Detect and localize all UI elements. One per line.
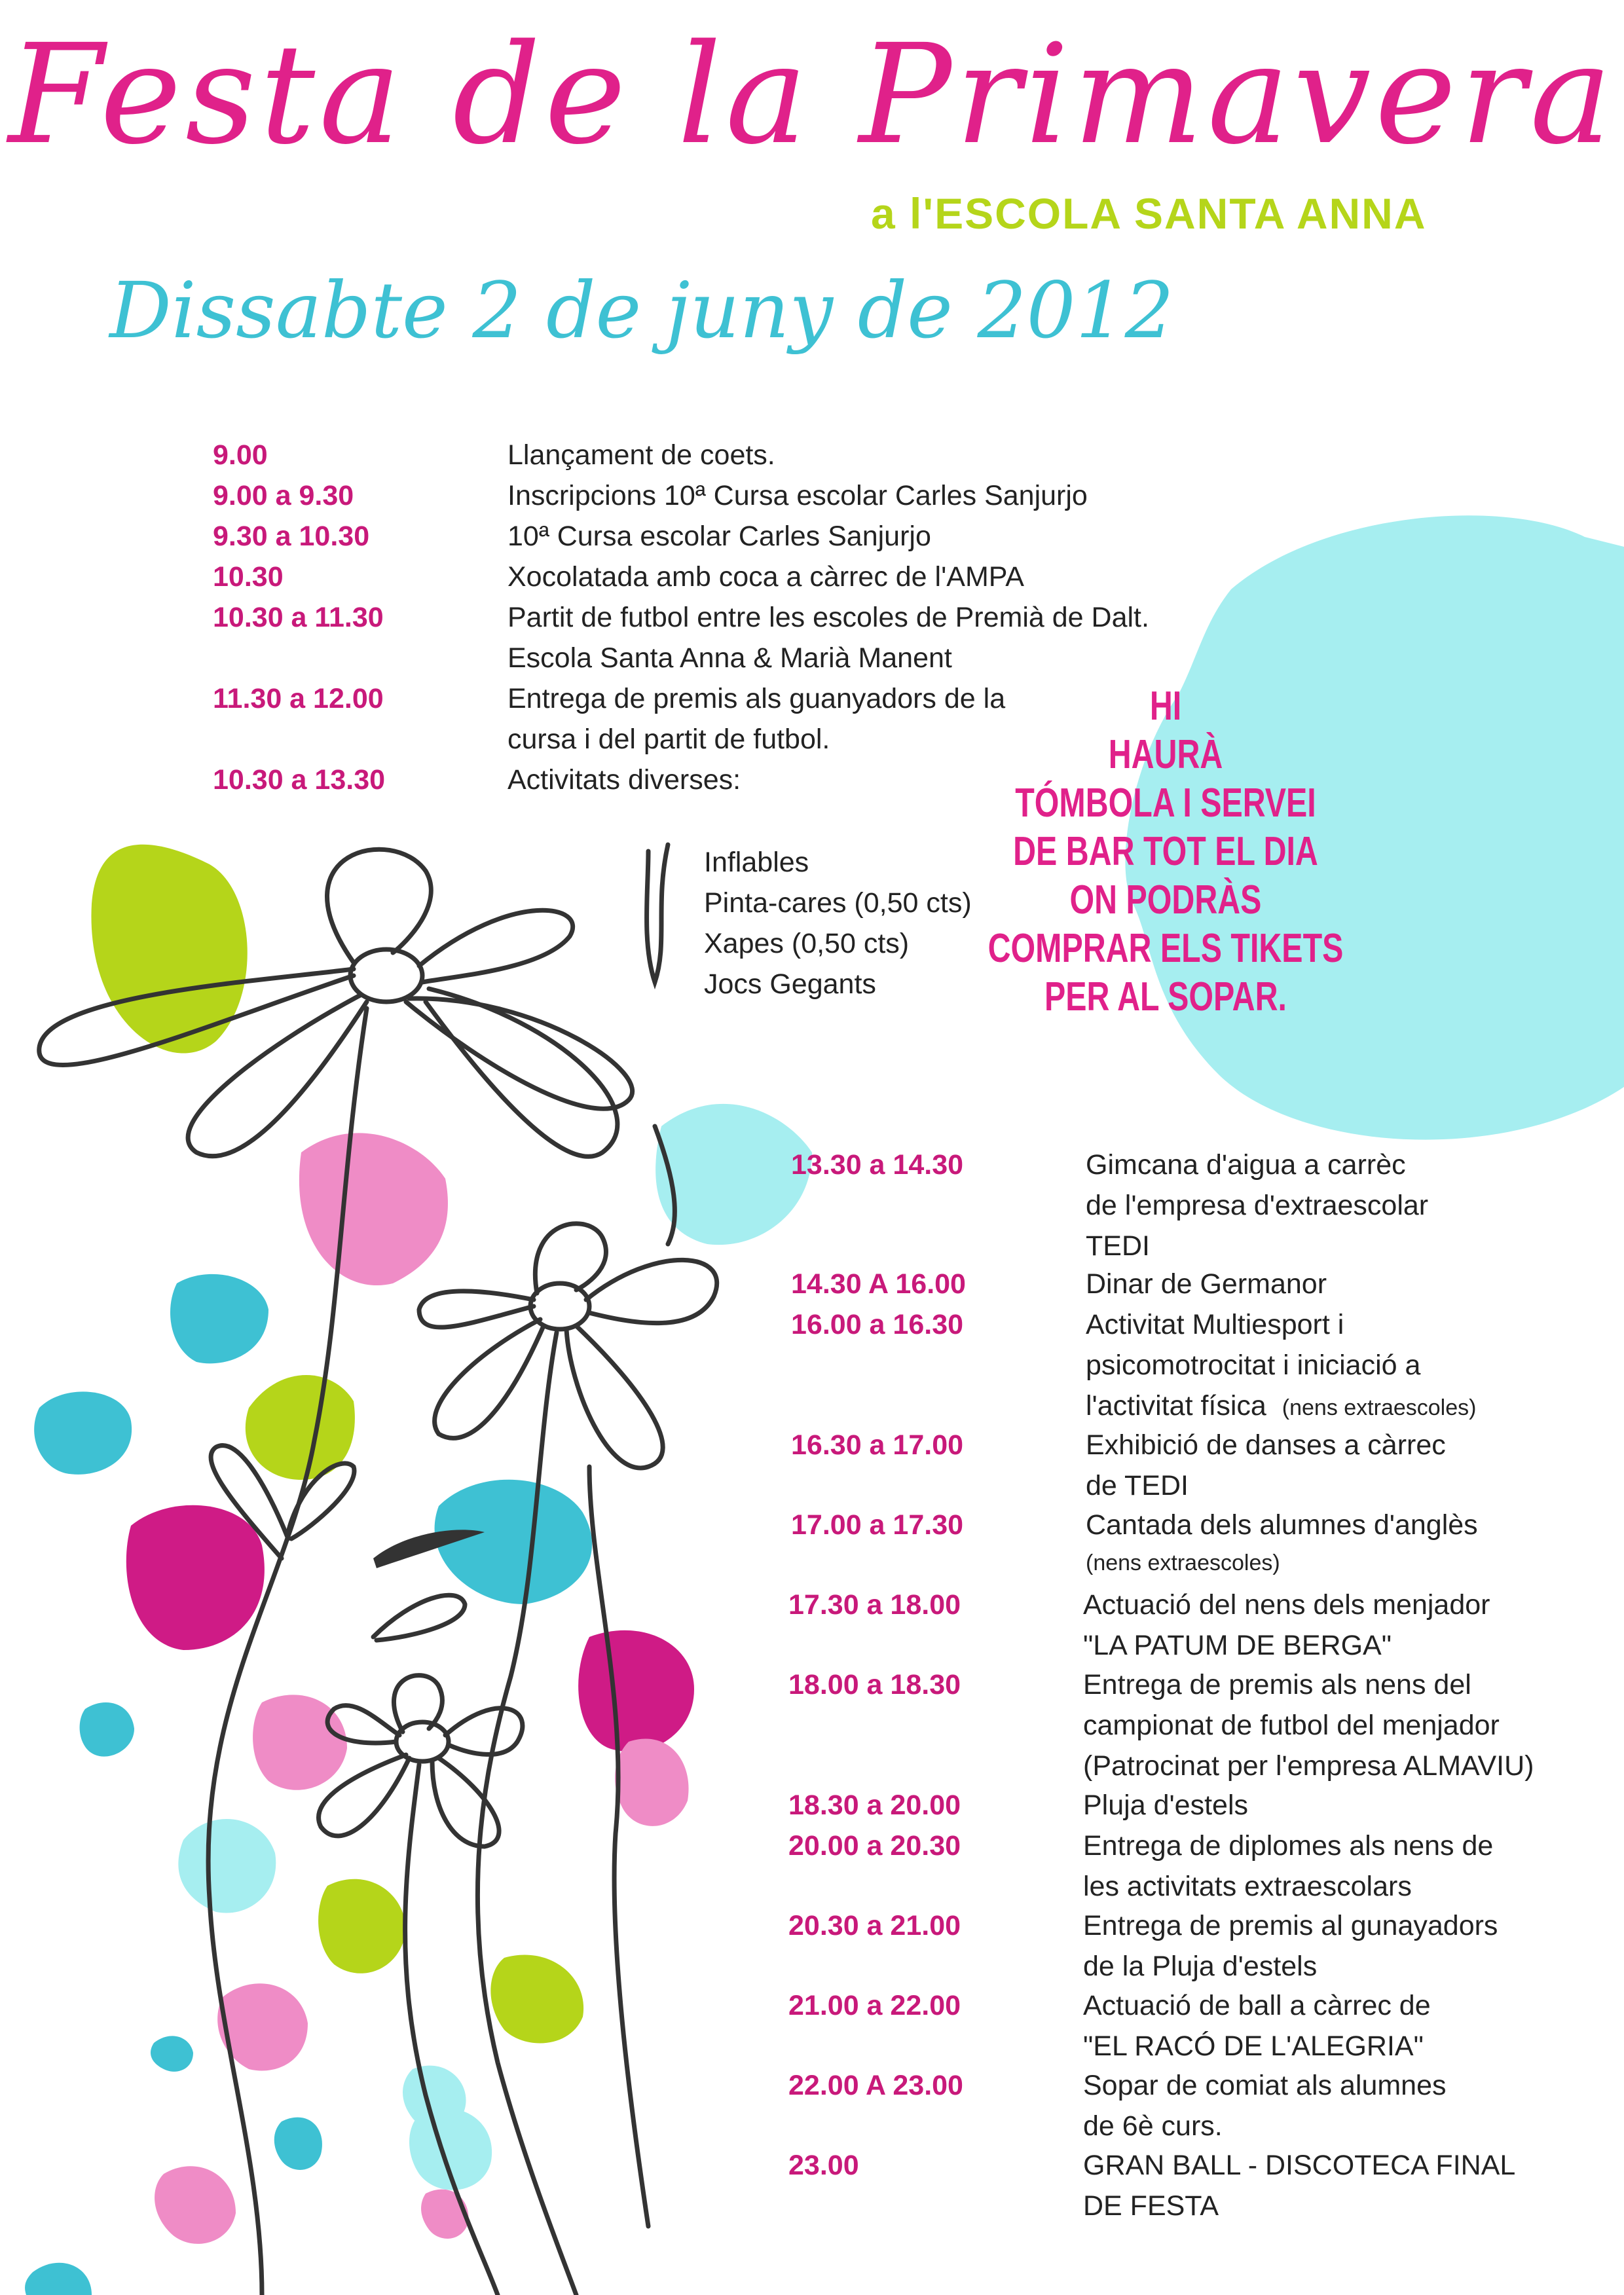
schedule-desc: Inscripcions 10ª Cursa escolar Carles Sanjurjo	[507, 480, 1088, 511]
schedule-time: 10.30 a 11.30	[213, 602, 384, 633]
schedule-desc: "LA PATUM DE BERGA"	[1083, 1630, 1392, 1661]
activity-item: Pinta-cares (0,50 cts)	[704, 887, 972, 919]
schedule-desc: Gimcana d'aigua a carrèc	[1086, 1149, 1406, 1181]
schedule-desc: psicomotrocitat i iniciació a	[1086, 1349, 1421, 1381]
schedule-desc	[1086, 1386, 1476, 1428]
bubble-text	[877, 682, 1454, 1021]
schedule-desc: Pluja d'estels	[1083, 1790, 1249, 1821]
bubble-line: ON PODRÀS	[1069, 877, 1262, 923]
schedule-time: 14.30 A 16.00	[791, 1268, 966, 1300]
schedule-time: 22.00 A 23.00	[788, 2070, 963, 2101]
schedule-time: 10.30	[213, 561, 284, 593]
page-title: Festa de la Primavera	[8, 14, 1616, 175]
schedule-desc: (Patrocinat per l'empresa ALMAVIU)	[1083, 1750, 1534, 1782]
schedule-desc: de la Pluja d'estels	[1083, 1951, 1318, 1982]
schedule-time: 20.00 a 20.30	[788, 1830, 961, 1862]
schedule-time: 18.30 a 20.00	[788, 1790, 961, 1821]
schedule-time: 9.30 a 10.30	[213, 521, 370, 552]
schedule-desc: Activitats diverses:	[507, 764, 741, 796]
schedule-desc: Entrega de premis als guanyadors de la	[507, 683, 1006, 714]
schedule-desc: les activitats extraescolars	[1083, 1871, 1412, 1902]
schedule-desc: 10ª Cursa escolar Carles Sanjurjo	[507, 521, 931, 552]
schedule-desc: "EL RACÓ DE L'ALEGRIA"	[1083, 2030, 1424, 2062]
schedule-time: 10.30 a 13.30	[213, 764, 386, 796]
event-date: Dissabte 2 de juny de 2012	[109, 265, 1174, 356]
schedule-desc-text: l'activitat física	[1086, 1390, 1266, 1422]
school-subtitle: a l'ESCOLA SANTA ANNA	[871, 189, 1427, 238]
schedule-desc: de TEDI	[1086, 1470, 1189, 1501]
schedule-time: 11.30 a 12.00	[213, 683, 384, 714]
schedule-desc: de l'empresa d'extraescolar	[1086, 1190, 1429, 1221]
bubble-line: COMPRAR ELS TIKETS	[987, 926, 1344, 971]
schedule-time: 21.00 a 22.00	[788, 1990, 961, 2021]
schedule-desc: Actuació de ball a càrrec de	[1083, 1990, 1431, 2021]
schedule-time: 16.00 a 16.30	[791, 1309, 964, 1340]
bubble-line: TÓMBOLA I SERVEI	[1015, 780, 1316, 826]
schedule-time: 20.30 a 21.00	[788, 1910, 961, 1941]
schedule-desc: DE FESTA	[1083, 2190, 1219, 2222]
schedule-row	[213, 435, 268, 475]
schedule-desc: Dinar de Germanor	[1086, 1268, 1327, 1300]
schedule-desc: cursa i del partit de futbol.	[507, 724, 830, 755]
bubble-line: DE BAR TOT EL DIA	[1013, 829, 1318, 874]
schedule-time: 13.30 a 14.30	[791, 1149, 964, 1181]
schedule-time: 17.00 a 17.30	[791, 1509, 964, 1541]
schedule-note: (nens extraescoles)	[1282, 1395, 1477, 1420]
schedule-desc: Entrega de premis al gunayadors	[1083, 1910, 1498, 1941]
schedule-desc: Actuació del nens dels menjador	[1083, 1589, 1490, 1621]
bubble-line: PER AL SOPAR.	[1044, 974, 1287, 1019]
schedule-desc: Activitat Multiesport i	[1086, 1309, 1344, 1340]
bubble-line: HI	[1149, 684, 1182, 729]
schedule-time: 16.30 a 17.00	[791, 1429, 964, 1461]
schedule-desc: Escola Santa Anna & Marià Manent	[507, 642, 952, 674]
schedule-note: (nens extraescoles)	[1086, 1551, 1280, 1575]
schedule-desc: de 6è curs.	[1083, 2110, 1223, 2142]
activity-item: Inflables	[704, 847, 809, 878]
schedule-time: 18.00 a 18.30	[788, 1669, 961, 1700]
schedule-time: 9.00	[213, 439, 268, 471]
schedule-desc: campionat de futbol del menjador	[1083, 1710, 1500, 1741]
decor-blobs	[25, 845, 812, 2295]
schedule-desc: Llançament de coets.	[507, 439, 775, 471]
schedule-desc: Exhibició de danses a càrrec	[1086, 1429, 1446, 1461]
schedule-desc: Xocolatada amb coca a càrrec de l'AMPA	[507, 561, 1024, 593]
schedule-desc: Cantada dels alumnes d'anglès	[1086, 1509, 1478, 1541]
schedule-desc: Entrega de diplomes als nens de	[1083, 1830, 1494, 1862]
schedule-desc: Sopar de comiat als alumnes	[1083, 2070, 1447, 2101]
schedule-desc: Entrega de premis als nens del	[1083, 1669, 1471, 1700]
schedule-desc: TEDI	[1086, 1230, 1150, 1262]
bubble-line: HAURÀ	[1108, 732, 1223, 777]
schedule-desc: Partit de futbol entre les escoles de Premià de Dalt.	[507, 602, 1149, 633]
activity-item: Xapes (0,50 cts)	[704, 928, 910, 959]
schedule-time: 17.30 a 18.00	[788, 1589, 961, 1621]
activity-item: Jocs Gegants	[704, 968, 876, 1000]
schedule-time: 9.00 a 9.30	[213, 480, 354, 511]
schedule-time: 23.00	[788, 2150, 859, 2181]
schedule-desc: GRAN BALL - DISCOTECA FINAL	[1083, 2150, 1516, 2181]
